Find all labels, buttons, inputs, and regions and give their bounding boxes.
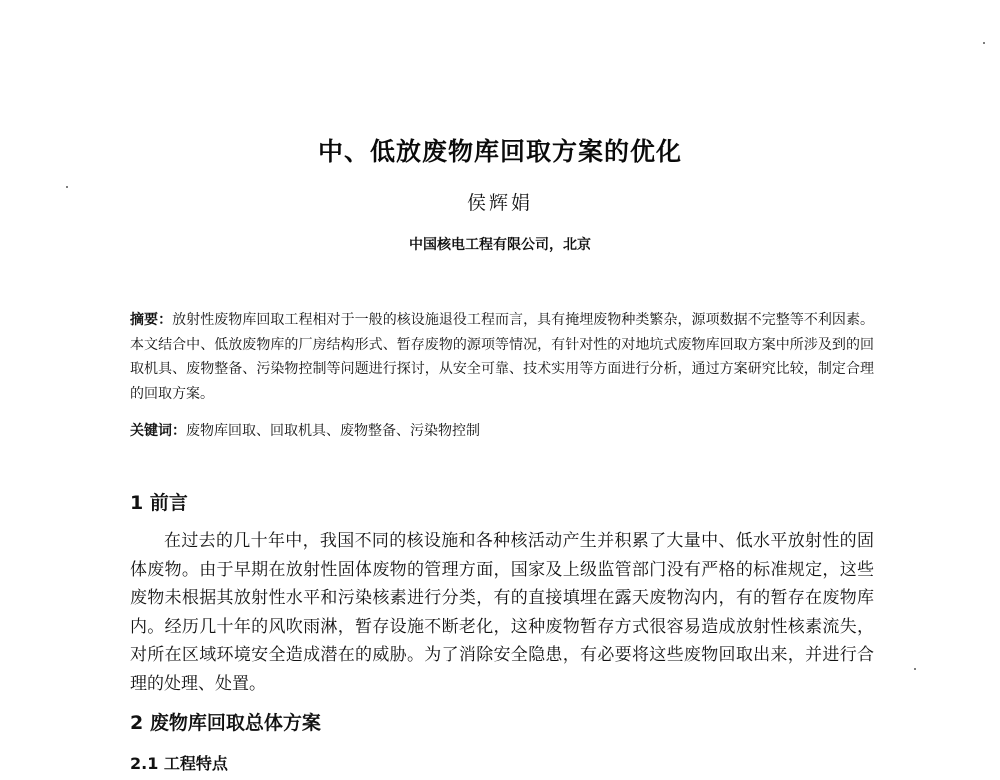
scan-speck bbox=[983, 42, 985, 44]
paper-title: 中、低放废物库回取方案的优化 bbox=[317, 137, 682, 166]
paper-author: 侯辉娟 bbox=[466, 192, 533, 214]
keywords-label: 关键词： bbox=[130, 423, 186, 439]
keywords bbox=[130, 420, 874, 440]
section-heading-overall-plan: 2 废物库回取总体方案 bbox=[130, 712, 321, 734]
author-affiliation: 中国核电工程有限公司，北京 bbox=[409, 237, 591, 253]
scan-speck bbox=[914, 668, 916, 670]
keywords-text: 废物库回取、回取机具、废物整备、污染物控制 bbox=[186, 423, 480, 439]
section-heading-introduction: 1 前言 bbox=[130, 492, 188, 514]
scan-speck bbox=[66, 186, 68, 188]
abstract-text: 放射性废物库回取工程相对于一般的核设施退役工程而言，具有掩埋废物种类繁杂，源项数据不完整等不利因素。本文结合中、低放废物库的厂房结构形式、暂存废物的源项等情况，有针对性的对地坑式废物库回取方案中所涉及到的回取机具、废物整备、污染物控制等问题进行探讨，从安全可靠、技术实用等方面进行分析，通过方案研究比较，制定合理的回取方案。 bbox=[130, 312, 875, 402]
subsection-heading-project-features: 2.1 工程特点 bbox=[130, 754, 228, 773]
introduction-paragraph: 在过去的几十年中，我国不同的核设施和各种核活动产生并积累了大量中、低水平放射性的固体废物。由于早期在放射性固体废物的管理方面，国家及上级监管部门没有严格的标准规定，这些废物未根据其放射性水平和污染核素进行分类，有的直接填埋在露天废物沟内，有的暂存在废物库内。经历几十年的风吹雨淋，暂存设施不断老化，这种废物暂存方式很容易造成放射性核素流失，对所在区域环境安全造成潜在的威胁。为了消除安全隐患，有必要将这些废物回取出来，并进行合理的处理、处置。 bbox=[130, 531, 874, 694]
abstract-label: 摘要： bbox=[130, 312, 173, 328]
abstract bbox=[130, 308, 874, 406]
